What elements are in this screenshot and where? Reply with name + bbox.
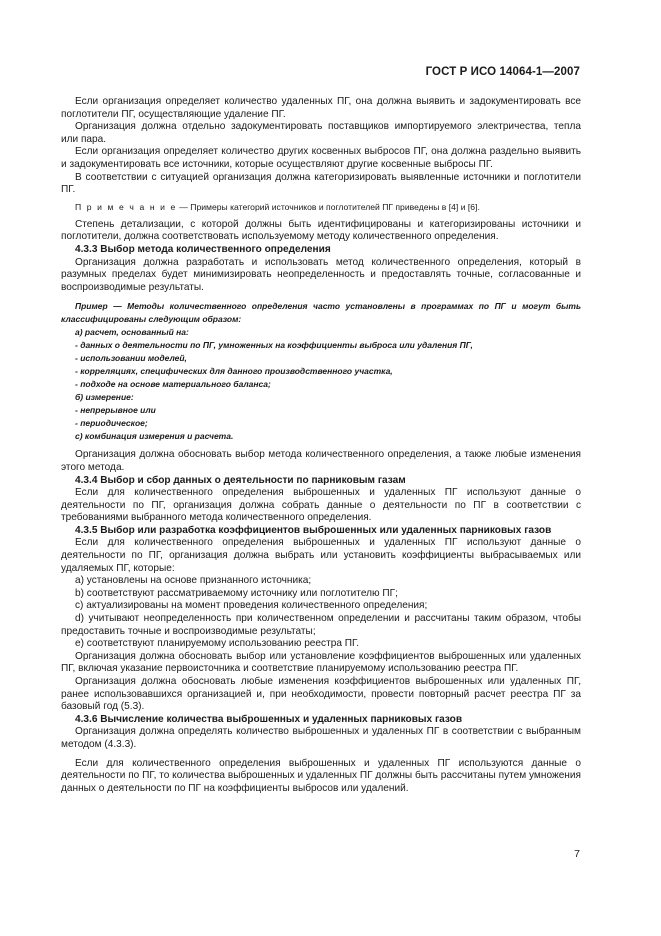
- example-line: - непрерывное или: [75, 405, 156, 416]
- list-item-a: а) установлены на основе признанного источника;: [75, 575, 312, 587]
- standard-header: ГОСТ Р ИСО 14064-1—2007: [425, 66, 580, 78]
- paragraph: Если для количественного определения выброшенных и удаленных ПГ используются данные о деятельности по ПГ, то количества выброшенных и удаленных ПГ должны быть рассчитаны путем умножения данных о деятельности по ПГ на коэффициенты выбросов или удалений.: [61, 757, 581, 794]
- paragraph: Если организация определяет количество других косвенных выбросов ПГ, она должна раздельно выявить и задокументировать все источники, которые осуществляют другие косвенные выбросы ПГ.: [61, 146, 581, 170]
- section-heading-4-3-6: 4.3.6 Вычисление количества выброшенных и удаленных парниковых газов: [75, 713, 463, 725]
- example-line: а) расчет, основанный на:: [75, 327, 189, 338]
- paragraph: Организация должна обосновать любые изменения коэффициентов выброшенных или удаленных ПГ, ранее использовавшихся организацией и, при необходимости, провести повторный расчет реестра ПГ за базовый год (5.3).: [61, 676, 581, 713]
- paragraph: Организация должна отдельно задокументировать поставщиков импортируемого электричества, тепла или пара.: [61, 121, 581, 145]
- note: [75, 202, 581, 213]
- list-item-b: b) соответствуют рассматриваемому источнику или поглотителю ПГ;: [75, 587, 398, 599]
- example-line: - подходе на основе материального баланса;: [75, 379, 271, 390]
- paragraph: Организация должна определять количество выброшенных и удаленных ПГ в соответствии с выбранным методом (4.3.3).: [61, 726, 581, 750]
- paragraph: Организация должна обосновать выбор метода количественного определения, а также любые изменения этого метода.: [61, 449, 581, 473]
- example-line: - периодическое;: [75, 418, 148, 429]
- paragraph: Организация должна обосновать выбор или установление коэффициентов выброшенных или удаленных ПГ, включая указание первоисточника и соответствие планируемому использованию реестра ПГ.: [61, 650, 581, 675]
- example-line: - использовании моделей,: [75, 353, 187, 364]
- example-block: [61, 300, 581, 443]
- paragraph: Степень детализации, с которой должны быть идентифицированы и категоризированы источники и поглотители, должна соответствовать используемому методу количественного определения.: [61, 218, 581, 243]
- paragraph: Организация должна разработать и использовать метод количественного определения, который в разумных пределах будет минимизировать неопределенность и предоставлять точные, согласованные и воспроизводимые результаты.: [61, 256, 581, 293]
- paragraph: Если для количественного определения выброшенных и удаленных ПГ используют данные о деятельности по ПГ, организация должна собрать данные о деятельности по ПГ в соответствии с требованиями выбранного метода количественного определения.: [61, 487, 581, 524]
- example-line: - корреляциях, специфических для данного производственного участка,: [75, 366, 393, 377]
- list-item-e: е) соответствуют планируемому использованию реестра ПГ.: [75, 638, 360, 650]
- example-intro: Пример — Методы количественного определения часто установлены в программах по ПГ и могут быть классифицированы следующим образом:: [61, 301, 581, 325]
- note-text: — Примеры категорий источников и поглотителей ПГ приведены в [4] и [6].: [176, 201, 480, 212]
- example-line: с) комбинация измерения и расчета.: [75, 431, 234, 442]
- section-heading-4-3-4: 4.3.4 Выбор и сбор данных о деятельности по парниковым газам: [75, 474, 406, 486]
- note-label: П р и м е ч а н и е: [75, 201, 177, 212]
- body-text: [61, 96, 581, 795]
- paragraph: Если для количественного определения выброшенных и удаленных ПГ используют данные о деятельности по ПГ, организация должна выбрать или установить коэффициенты выбрасываемых или удаляемых ПГ, которые:: [61, 537, 581, 574]
- section-heading-4-3-5: 4.3.5 Выбор или разработка коэффициентов выброшенных или удаленных парниковых газов: [75, 524, 552, 536]
- list-item-c: с) актуализированы на момент проведения количественного определения;: [75, 600, 428, 612]
- paragraph: В соответствии с ситуацией организация должна категоризировать выявленные источники и поглотители ПГ.: [61, 171, 581, 196]
- list-item-d: d) учитывают неопределенность при количественном определении и рассчитаны таким образом, чтобы предоставить точные и воспроизводимые результаты;: [61, 613, 581, 637]
- example-line: б) измерение:: [75, 392, 134, 403]
- paragraph: Если организация определяет количество удаленных ПГ, она должна выявить и задокументировать все поглотители ПГ, осуществляющие удаление ПГ.: [61, 96, 581, 120]
- page-number: 7: [574, 848, 580, 860]
- section-heading-4-3-3: 4.3.3 Выбор метода количественного определения: [75, 243, 331, 255]
- example-line: - данных о деятельности по ПГ, умноженных на коэффициенты выброса или удаления ПГ,: [75, 340, 473, 351]
